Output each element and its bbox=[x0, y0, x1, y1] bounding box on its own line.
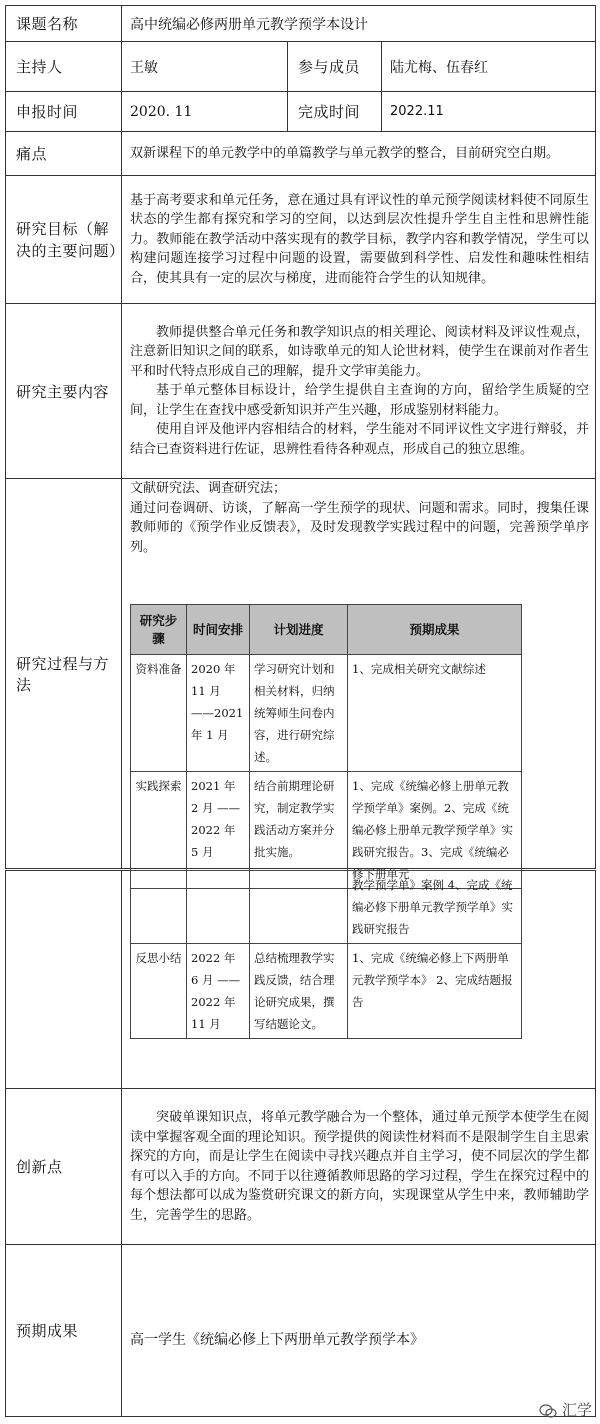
pain-row bbox=[6, 132, 596, 176]
plan-result: 教学预学单》案例 4、完成《统编必修下册单元教学预学单》实践研究报告 bbox=[348, 871, 522, 944]
plan-header-time: 时间安排 bbox=[187, 605, 250, 655]
plan-time: 2022 年 6 月 —— 2022 年 11 月 bbox=[187, 944, 250, 1039]
watermark-text: 汇学 bbox=[561, 1401, 592, 1419]
plan-time bbox=[187, 871, 250, 944]
content-paragraph-2: 基于单元整体目标设计，给学生提供自主查询的方向，留给学生质疑的空间，让学生在查找中感受新知识并产生兴趣，形成鉴别材料能力。 bbox=[130, 383, 590, 418]
content-paragraph-3: 使用自评及他评内容相结合的材料，学生能对不同评议性文字进行辩驳，并结合已查资料进行佐证，思辨性看待各种观点，形成自己的独立思维。 bbox=[130, 422, 590, 457]
plan-row bbox=[131, 655, 522, 772]
plan-result: 1、完成《统编必修上下两册单元教学预学本》 2、完成结题报告 bbox=[348, 944, 522, 1039]
content-paragraph-1: 教师提供整合单元任务和教学知识点的相关理论、阅读材料及评议性观点，注意新旧知识之间的联系，如诗歌单元的知人论世材料，使学生在课前对作者生平和时代特点形成自己的理解，提升文学审美能力。 bbox=[130, 324, 590, 379]
plan-header-step: 研究步骤 bbox=[131, 605, 187, 655]
plan-step: 实践探索 bbox=[131, 772, 187, 889]
plan-time: 2021 年 2 月 —— 2022 年 5 月 bbox=[187, 772, 250, 889]
plan-time: 2020 年 11 月 ——2021 年 1 月 bbox=[187, 655, 250, 772]
process-method-line: 文献研究法、调查研究法； bbox=[130, 481, 287, 496]
plan-step: 反思小结 bbox=[131, 944, 187, 1039]
pain-label: 痛点 bbox=[6, 132, 122, 176]
process-continued-label bbox=[6, 871, 122, 1089]
content-label: 研究主要内容 bbox=[6, 304, 122, 479]
pain-text: 双新课程下的单元教学中的单篇教学与单元教学的整合，目前研究空白期。 bbox=[122, 132, 596, 176]
wechat-icon bbox=[539, 1404, 557, 1418]
expected-row bbox=[6, 1245, 596, 1417]
plan-step: 资料准备 bbox=[131, 655, 187, 772]
host-row bbox=[6, 42, 596, 92]
apply-value: 2020. 11 bbox=[122, 92, 288, 132]
topic-value: 高中统编必修两册单元教学预学本设计 bbox=[122, 6, 596, 42]
plan-header-plan: 计划进度 bbox=[250, 605, 348, 655]
goal-row bbox=[6, 176, 596, 304]
plan-progress bbox=[250, 871, 348, 944]
plan-row-continued bbox=[131, 871, 522, 944]
plan-progress: 学习研究计划和相关材料，归纳统筹师生问卷内容，进行研究综述。 bbox=[250, 655, 348, 772]
topic-label: 课题名称 bbox=[6, 6, 122, 42]
plan-table-continued bbox=[130, 870, 522, 1039]
plan-header-result: 预期成果 bbox=[348, 605, 522, 655]
finish-label: 完成时间 bbox=[288, 92, 382, 132]
innovation-text: 突破单课知识点，将单元教学融合为一个整体，通过单元预学本使学生在阅读中掌握客观全面的理论知识。预学提供的阅读性材料而不是限制学生自主思索探究的方向，而是让学生在阅读中寻找兴趣点并自主学习，使不同层次的学生都有可以入手的方向。不同于以往遵循教师思路的学习过程，学生在探究过程中的每个想法都可以成为鉴赏研究课文的新方向，实现课堂从学生中来，教师辅助学生，完善学生的思路。 bbox=[122, 1089, 596, 1245]
content-row bbox=[6, 304, 596, 479]
plan-progress: 结合前期理论研究，制定教学实践活动方案并分批实施。 bbox=[250, 772, 348, 889]
host-label: 主持人 bbox=[6, 42, 122, 92]
plan-row bbox=[131, 944, 522, 1039]
host-value: 王敏 bbox=[122, 42, 288, 92]
plan-progress: 总结梳理教学实践反馈，结合理论研究成果，撰写结题论文。 bbox=[250, 944, 348, 1039]
watermark bbox=[539, 1399, 592, 1420]
expected-label: 预期成果 bbox=[6, 1245, 122, 1417]
process-label: 研究过程与方法 bbox=[6, 479, 122, 869]
process-method-desc: 通过问卷调研、访谈，了解高一学生预学的现状、问题和需求。同时，搜集任课教师师的《预学作业反馈表》，及时发现教学实践过程中的问题，完善预学单序列。 bbox=[130, 500, 590, 555]
innovation-row bbox=[6, 1089, 596, 1245]
plan-step bbox=[131, 871, 187, 944]
plan-header-row bbox=[131, 605, 522, 655]
goal-label: 研究目标（解决的主要问题） bbox=[6, 176, 122, 304]
content-cell bbox=[122, 304, 596, 479]
members-label: 参与成员 bbox=[288, 42, 382, 92]
topic-row bbox=[6, 6, 596, 42]
plan-result: 1、完成相关研究文献综述 bbox=[348, 655, 522, 772]
finish-value: 2022.11 bbox=[382, 92, 596, 132]
goal-text: 基于高考要求和单元任务，意在通过具有评议性的单元预学阅读材料使不同原生状态的学生都有探究和学习的空间，以达到层次性提升学生自主性和思辨性能力。教师能在教学活动中落实现有的教学目标，教学内容和教学情况，学生可以构建问题连接学习过程中问题的设置，需要做到科学性、启发性和趣味性相结合，使其具有一定的层次与梯度，进而能符合学生的认知规律。 bbox=[122, 176, 596, 304]
innovation-label: 创新点 bbox=[6, 1089, 122, 1245]
apply-label: 申报时间 bbox=[6, 92, 122, 132]
expected-text: 高一学生《统编必修上下两册单元教学预学本》 bbox=[122, 1245, 596, 1417]
plan-table bbox=[130, 604, 522, 889]
date-row bbox=[6, 92, 596, 132]
members-value: 陆尤梅、伍春红 bbox=[382, 42, 596, 92]
plan-result: 1、完成《统编必修上册单元教学预学单》案例。2、完成《统编必修上册单元教学预学单》实践研究报告。3、完成《统编必修下册单元 bbox=[348, 772, 522, 889]
